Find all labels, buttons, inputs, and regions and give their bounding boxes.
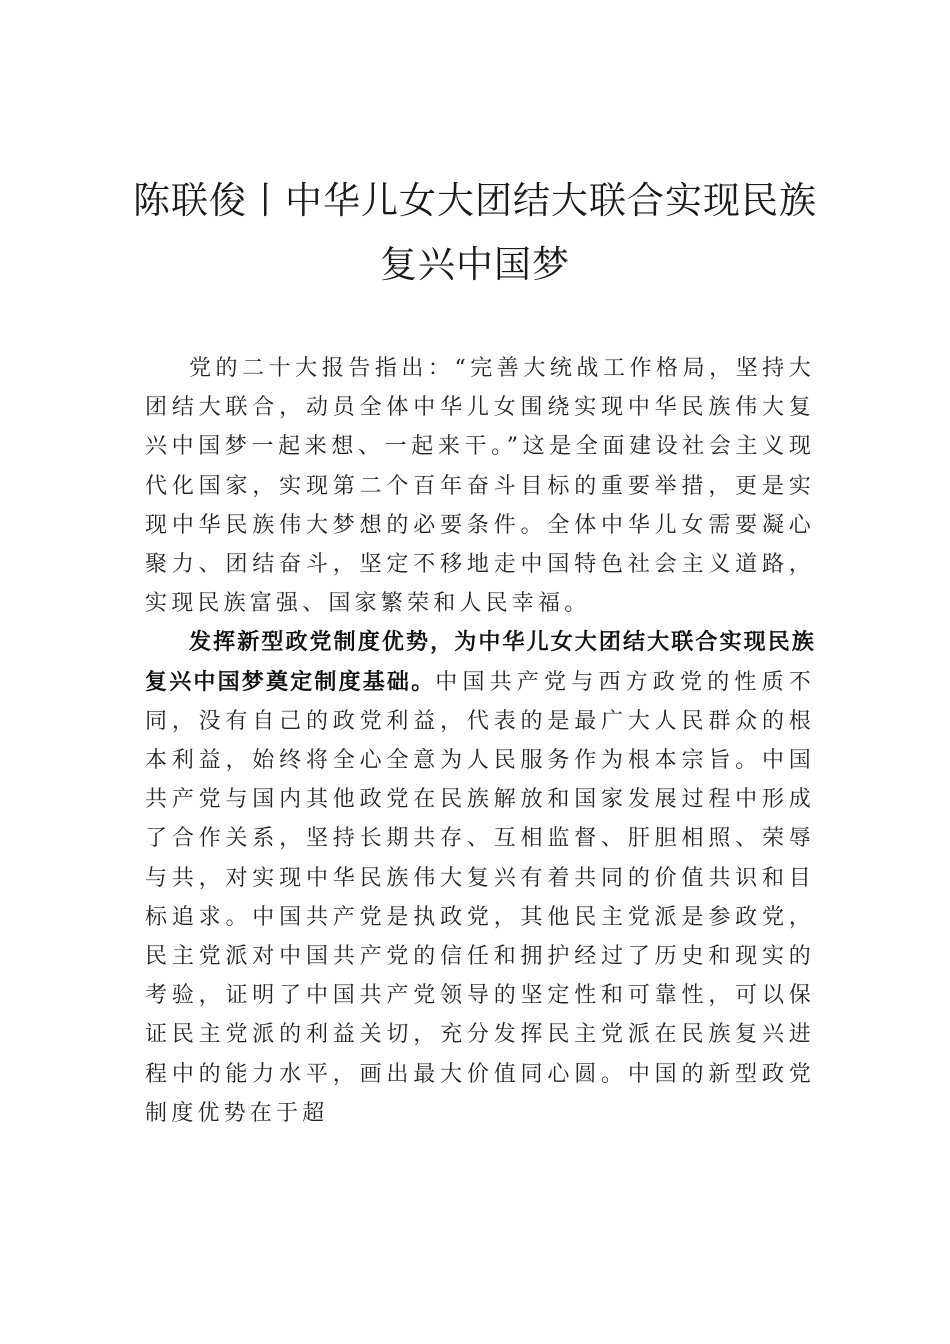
paragraph-2-body: 中国共产党与西方政党的性质不同，没有自己的政党利益，代表的是最广大人民群众的根本利益，始终将全心全意为人民服务作为根本宗旨。中国共产党与国内其他政党在民族解放和国家发展过程中形成了合作关系，坚持长期共存、互相监督、肝胆相照、荣辱与共，对实现中华民族伟大复兴有着共同的价值共识和目标追求。中国共产党是执政党，其他民主党派是参政党，民主党派对中国共产党的信任和拥护经过了历史和现实的考验，证明了中国共产党领导的坚定性和可靠性，可以保证民主党派的利益关切，充分发挥民主党派在民族复兴进程中的能力水平，画出最大价值同心圆。中国的新型政党制度优势在于超 xyxy=(145,669,815,1126)
paragraph-2 xyxy=(145,623,815,1133)
paragraph-2-lead: 发挥新型政党制度优势，为中华儿女大团结大联合实现民族复兴中国梦奠定制度基础。 xyxy=(145,630,815,695)
paragraph-1: 党的二十大报告指出：“完善大统战工作格局，坚持大团结大联合，动员全体中华儿女围绕实现中华民族伟大复兴中国梦一起来想、一起来干。”这是全面建设社会主义现代化国家，实现第二个百年奋斗目标的重要举措，更是实现中华民族伟大梦想的必要条件。全体中华儿女需要凝心聚力、团结奋斗，坚定不移地走中国特色社会主义道路，实现民族富强、国家繁荣和人民幸福。 xyxy=(145,356,815,617)
article-body xyxy=(145,349,815,1133)
title-line-2: 复兴中国梦 xyxy=(380,243,570,286)
title-line-1: 陈联俊丨中华儿女大团结大联合实现民族 xyxy=(133,179,817,222)
